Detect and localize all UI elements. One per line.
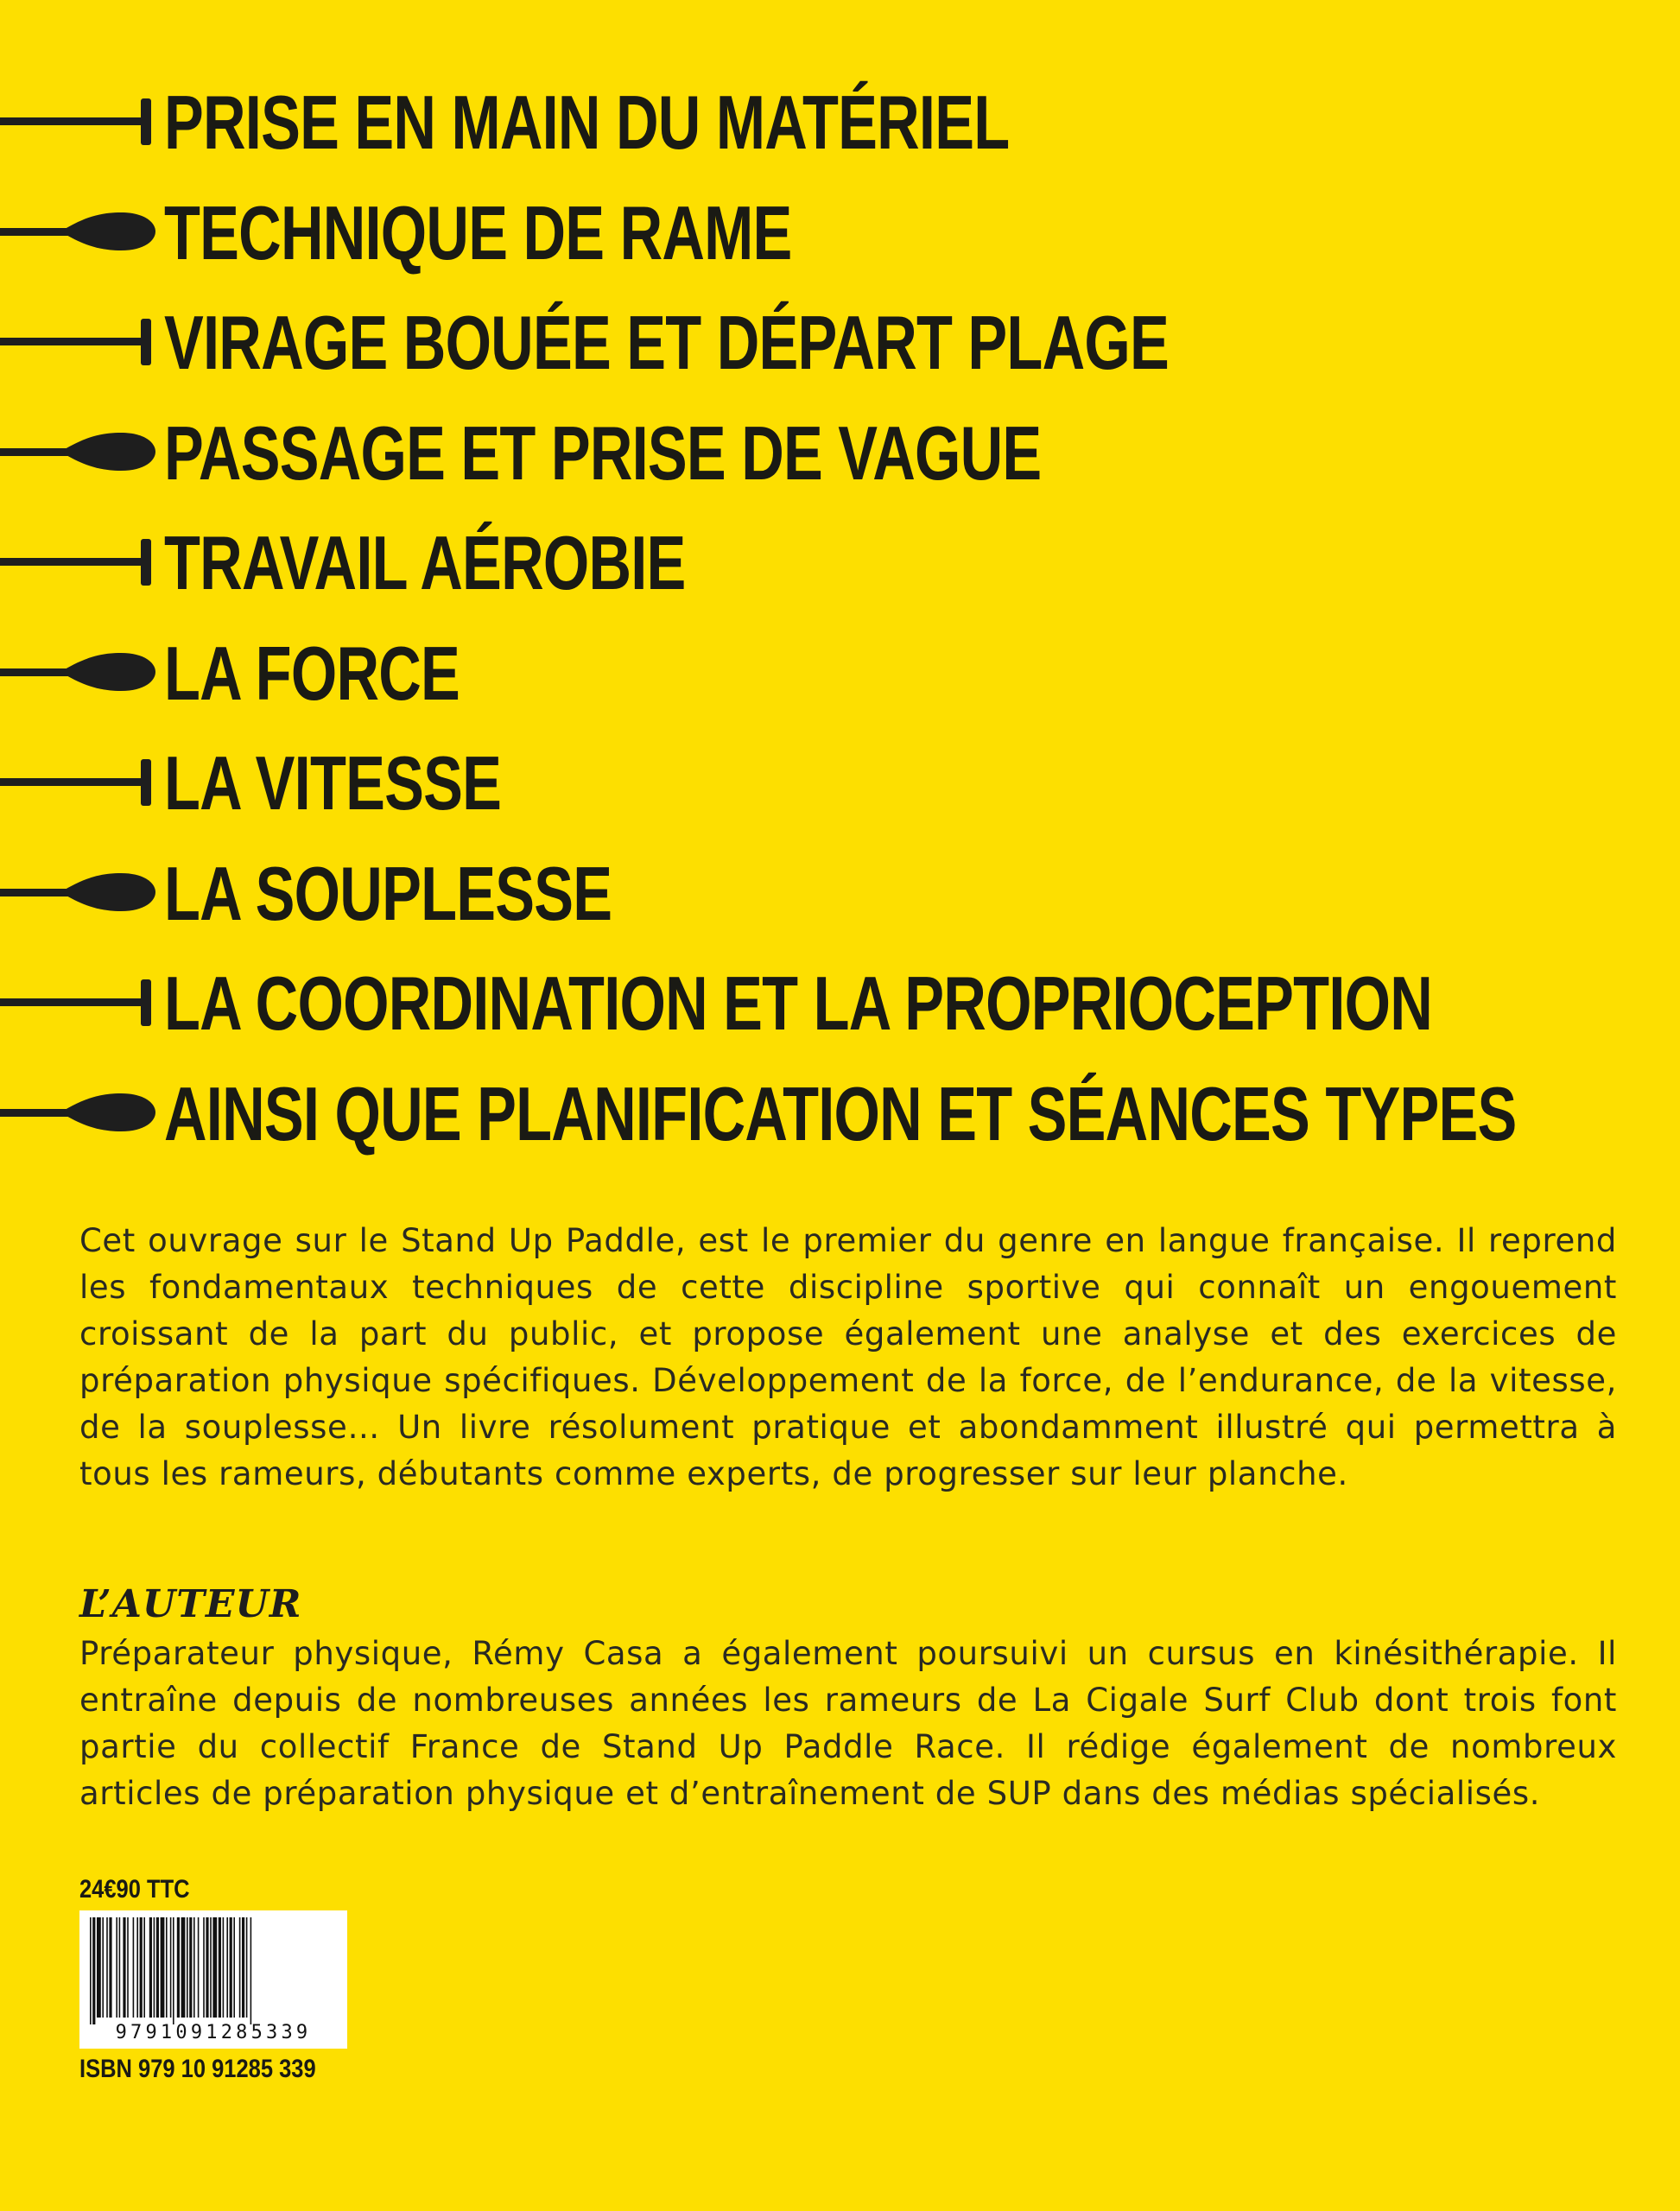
topic-label: LA SOUPLESSE <box>164 850 612 936</box>
barcode-bar <box>206 1917 208 2018</box>
topic-label: VIRAGE BOUÉE ET DÉPART PLAGE <box>164 300 1169 385</box>
author-bio: Préparateur physique, Rémy Casa a également poursuivi un cursus en kinésithérapie. Il entraîne depuis de nombreuses années les rameurs de La Cigale Surf Club dont trois font partie du collectif France de Stand Up Paddle Race. Il rédige également de nombreux articles de préparation physique et d’entraînement de SUP dans des médias spécialisés. <box>79 1635 1617 1812</box>
topic-item <box>0 839 1680 948</box>
topic-item <box>0 178 1680 288</box>
paddle-blade-icon <box>0 1059 160 1169</box>
isbn-label: ISBN 979 10 91285 339 <box>79 2055 316 2083</box>
barcode-bar <box>219 1917 221 2018</box>
barcode-bar <box>161 1917 165 2018</box>
topic-label: PASSAGE ET PRISE DE VAGUE <box>164 409 1042 496</box>
barcode-bar <box>97 1917 101 2018</box>
barcode-bar <box>143 1917 145 2018</box>
price-label: 24€90 TTC <box>79 1875 190 1904</box>
barcode-bar <box>102 1917 104 2018</box>
barcode-bar <box>116 1917 117 2018</box>
barcode-bar <box>187 1917 188 2018</box>
topic-label: TECHNIQUE DE RAME <box>164 189 792 276</box>
barcode-bar <box>177 1917 180 2018</box>
topic-item <box>0 948 1680 1058</box>
topic-item <box>0 1059 1680 1169</box>
barcode-bar <box>119 1917 121 2018</box>
barcode-bar <box>136 1917 138 2018</box>
topic-item <box>0 508 1680 618</box>
barcode <box>79 1910 347 2049</box>
barcode-bar <box>166 1917 168 2018</box>
author-heading: L’AUTEUR <box>79 1582 302 1626</box>
barcode-bar <box>230 1917 232 2018</box>
topic-item <box>0 288 1680 397</box>
paddle-blade-icon <box>0 398 160 508</box>
topic-item <box>0 398 1680 508</box>
topic-label: PRISE EN MAIN DU MATÉRIEL <box>164 79 1010 165</box>
barcode-bar <box>90 1917 92 2024</box>
barcode-bar <box>226 1917 228 2018</box>
paddle-handle-icon <box>0 508 160 618</box>
barcode-bar <box>203 1917 205 2018</box>
paddle-blade-icon <box>0 618 160 728</box>
paddle-handle-icon <box>0 728 160 838</box>
barcode-bar <box>156 1917 159 2018</box>
barcode-bar <box>149 1917 152 2018</box>
barcode-bar <box>92 1917 95 2024</box>
paddle-handle-icon <box>0 288 160 397</box>
barcode-bar <box>212 1917 217 2018</box>
paddle-handle-icon <box>0 67 160 177</box>
paddle-blade-icon <box>0 178 160 288</box>
topic-label: LA VITESSE <box>164 740 502 826</box>
barcode-bar <box>198 1917 200 2018</box>
barcode-bar <box>242 1917 244 2018</box>
barcode-bar <box>127 1917 129 2018</box>
barcode-bar <box>239 1917 241 2018</box>
barcode-bar <box>189 1917 192 2018</box>
barcode-bar <box>193 1917 195 2018</box>
topic-label: TRAVAIL AÉROBIE <box>164 520 686 605</box>
topic-label: AINSI QUE PLANIFICATION ET SÉANCES TYPES <box>164 1070 1517 1156</box>
barcode-bar <box>170 1917 172 2018</box>
barcode-digits: 9791091285339 <box>115 2022 312 2043</box>
barcode-bar <box>173 1917 174 2024</box>
barcode-bar <box>246 1917 248 2018</box>
barcode-bar <box>250 1917 252 2024</box>
barcode-bar <box>154 1917 155 2018</box>
barcode-bar <box>106 1917 108 2018</box>
barcode-bar <box>109 1917 111 2018</box>
topic-label: LA FORCE <box>164 630 460 716</box>
paddle-blade-icon <box>0 839 160 948</box>
barcode-bar <box>140 1917 143 2018</box>
barcode-bar <box>233 1917 235 2018</box>
topic-item <box>0 67 1680 177</box>
barcode-bar <box>223 1917 225 2018</box>
barcode-bar <box>123 1917 125 2018</box>
barcode-bar <box>181 1917 186 2018</box>
topic-label: LA COORDINATION ET LA PROPRIOCEPTION <box>164 960 1433 1046</box>
paddle-handle-icon <box>0 948 160 1058</box>
topic-item <box>0 618 1680 728</box>
topic-item <box>0 728 1680 838</box>
barcode-bar <box>210 1917 212 2018</box>
book-summary: Cet ouvrage sur le Stand Up Paddle, est le premier du genre en langue française. Il reprend les fondamentaux techniques de cette discipline sportive qui connaît un engouement croissant de la part du public, et propose également une analyse et des exercices de préparation physique spécifiques. Développement de la force, de l’endurance, de la vitesse, de la souplesse… Un livre résolument pratique et abondamment illustré qui permettra à tous les rameurs, débutants comme experts, de progresser sur leur planche. <box>79 1222 1617 1492</box>
barcode-bar <box>133 1917 135 2018</box>
